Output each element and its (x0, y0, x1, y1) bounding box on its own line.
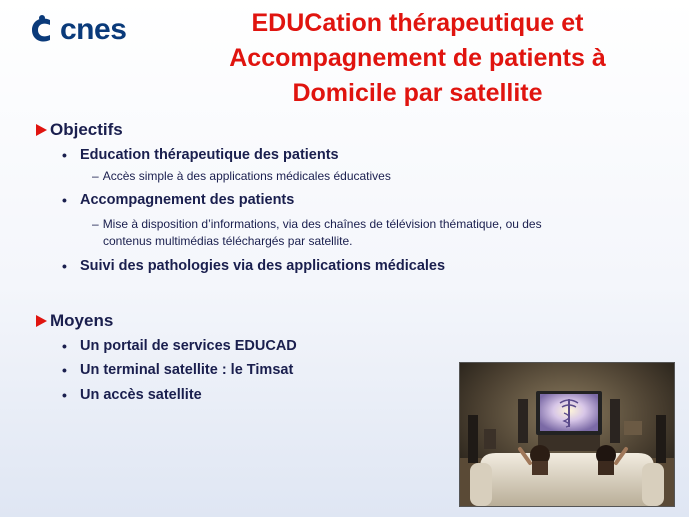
title-line-3: Domicile par satellite (292, 79, 543, 107)
red-triangle-arrow-icon (36, 315, 47, 327)
list-item-label: Un terminal satellite : le Timsat (80, 362, 294, 378)
bullet-dot-icon: • (62, 147, 67, 163)
page-title (150, 6, 685, 111)
list-item-label: Un portail de services EDUCAD (80, 338, 297, 354)
sub-item-label-line-1: Mise à disposition d’informations, via des chaînes de télévision thématique, ou des (102, 217, 542, 231)
bullet-dot-icon: • (62, 258, 67, 274)
list-item (62, 362, 293, 378)
list-item-label: Accompagnement des patients (80, 192, 295, 208)
list-item (62, 387, 202, 403)
bullet-dot-icon: • (62, 338, 67, 354)
section-moyens-heading (36, 311, 113, 331)
section-moyens-label: Moyens (50, 311, 114, 330)
sub-item-label: Accès simple à des applications médicales éducatives (102, 169, 391, 183)
list-item (62, 192, 294, 208)
sub-item: – Mise à disposition d’informations, via des chaînes de télévision thématique, ou des contenus multimédias téléchargés par satellite. (92, 216, 682, 250)
section-objectifs-heading (36, 120, 123, 140)
home-tv-patients-illustration (459, 362, 675, 507)
list-item-label: Education thérapeutique des patients (80, 147, 339, 163)
list-item-label: Un accès satellite (80, 387, 202, 403)
list-item (62, 258, 445, 274)
list-item (62, 338, 297, 354)
sub-item-label-line-2: contenus multimédias téléchargés par satellite. (103, 234, 353, 248)
sub-item: – Accès simple à des applications médicales éducatives (92, 169, 391, 183)
title-line-1: EDUCation thérapeutique et (251, 9, 584, 37)
list-item (62, 147, 339, 163)
list-item-label: Suivi des pathologies via des applications médicales (80, 258, 446, 274)
title-line-2: Accompagnement de patients à (229, 44, 606, 72)
bullet-dot-icon: • (62, 387, 67, 403)
cnes-logo (28, 14, 126, 46)
cnes-logo-icon (28, 14, 58, 46)
section-objectifs-label: Objectifs (50, 120, 123, 139)
bullet-dot-icon: • (62, 362, 67, 378)
bullet-dot-icon: • (62, 192, 67, 208)
red-triangle-arrow-icon (36, 124, 47, 136)
logo-text: cnes (60, 13, 127, 46)
illustration-scene (460, 363, 674, 506)
